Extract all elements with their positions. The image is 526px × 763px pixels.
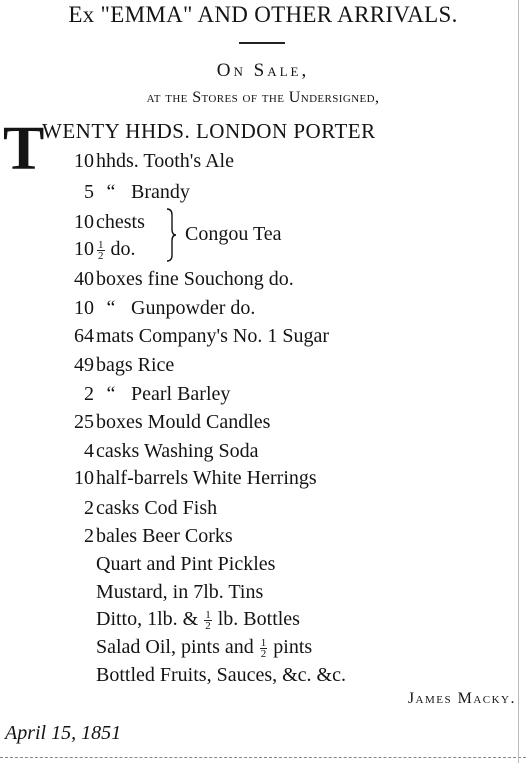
item-qty: 4 [84,440,94,462]
item-text: bags Rice [96,354,175,376]
item-qty: 64 [74,325,94,347]
item-qty: 10 [74,150,94,172]
item-text: “ Brandy [96,181,190,203]
item-text: half-barrels White Herrings [96,467,317,489]
item-qty: 5 [84,181,94,203]
divider [239,42,285,44]
item-text: boxes fine Souchong do. [96,268,294,290]
ditto-mark: “ [106,383,116,405]
fraction: $\frac{1}{2}$ [260,636,267,660]
item-text: “ Pearl Barley [96,383,230,405]
item-qty: 10 [74,211,94,233]
ditto-mark: “ [106,181,116,203]
item-text: casks Cod Fish [96,497,218,519]
item-text: bales Beer Corks [96,525,233,547]
column-edge [518,0,519,763]
item-qty: 10 [74,238,94,260]
extra-item: Ditto, 1lb. & $\frac{1}{2}$ lb. Bottles [96,608,300,632]
brace-label: Congou Tea [185,223,282,245]
stores-line: at the Stores of the Undersigned, [146,89,380,106]
ditto-mark: “ [106,297,116,319]
item-text: mats Company's No. 1 Sugar [96,325,330,347]
item-text: hhds. Tooth's Ale [96,150,234,172]
item-text: “ Gunpowder do. [96,297,255,319]
item-qty: 2 [84,383,94,405]
item-qty: 2 [84,525,94,547]
extra-item: Bottled Fruits, Sauces, &c. &c. [96,664,346,686]
item-qty: 40 [74,268,94,290]
item-qty: 10 [74,297,94,319]
item-text: boxes Mould Candles [96,411,271,433]
date-line: April 15, 1851 [5,722,122,744]
drop-cap: T [3,115,45,183]
item-text: $\frac{1}{2}$ do. [98,238,136,262]
on-sale-heading: On Sale, [216,60,310,81]
item-qty: 49 [74,354,94,376]
item-qty: 25 [74,411,94,433]
extra-item: Mustard, in 7lb. Tins [96,581,264,603]
signature: James Macky. [407,690,516,707]
item-qty: 10 [74,467,94,489]
item-text: casks Washing Soda [96,440,259,462]
item-qty: 2 [84,497,94,519]
extra-item: Salad Oil, pints and $\frac{1}{2}$ pints [96,636,313,660]
item-text: chests [96,211,145,233]
fraction: $\frac{1}{2}$ [205,608,211,632]
extra-item: Quart and Pint Pickles [96,553,276,575]
brace [165,208,177,262]
lead-item: WENTY HHDS. LONDON PORTER [42,119,376,143]
bottom-divider [0,757,526,759]
headline: Ex "EMMA" AND OTHER ARRIVALS. [68,2,458,27]
fraction: $\frac{1}{2}$ [98,238,104,262]
